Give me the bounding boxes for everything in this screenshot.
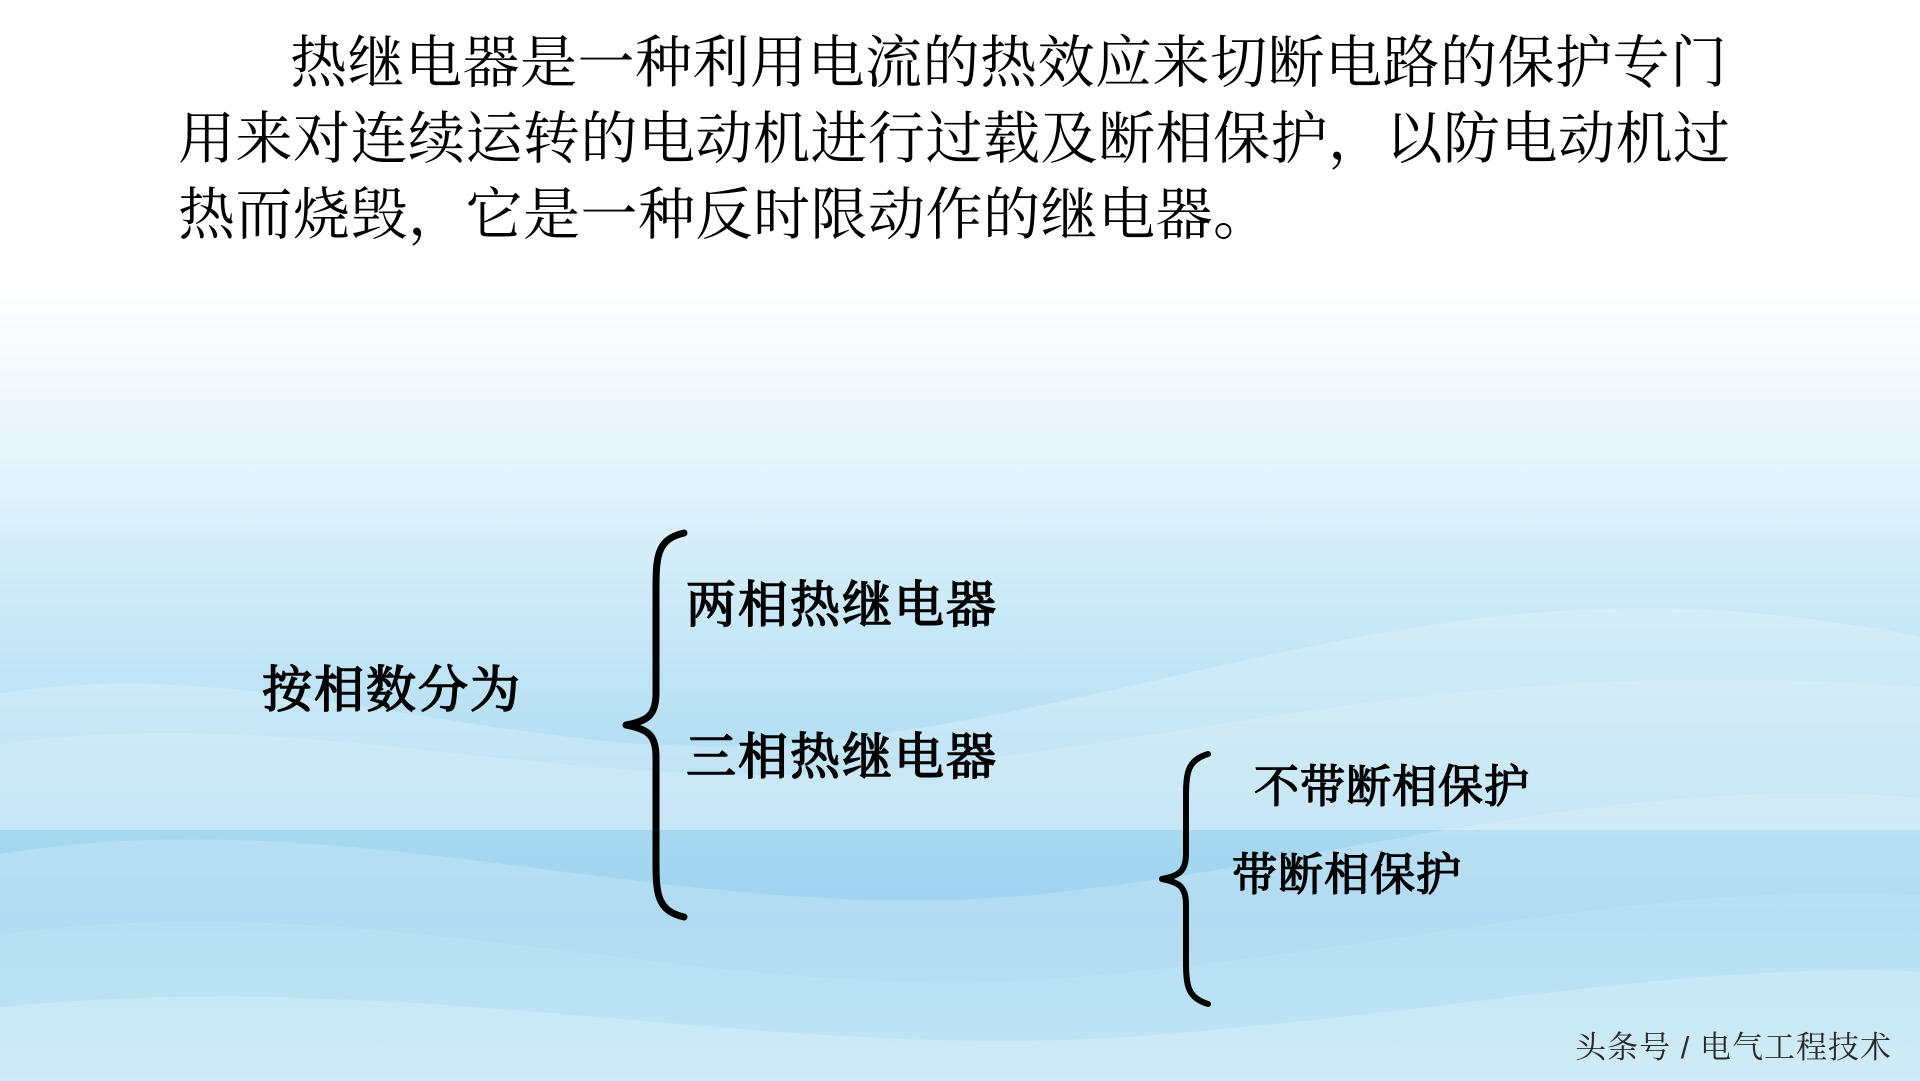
watermark-label: 头条号 / 电气工程技术 [1575, 1030, 1892, 1065]
brace-small-icon [1150, 748, 1230, 1008]
diagram-branch-2-label: 三相热继电器 [686, 729, 998, 785]
diagram-subbranch-2-label: 带断相保护 [1232, 850, 1463, 900]
diagram-subbranch-1-label: 不带断相保护 [1254, 762, 1531, 812]
body-paragraph: 热继电器是一种利用电流的热效应来切断电路的保护专门用来对连续运转的电动机进行过载及断相保护，以防电动机过热而烧毁，它是一种反时限动作的继电器。 [178, 31, 1731, 247]
diagram-branch-1-label: 两相热继电器 [686, 577, 998, 633]
diagram-root-label: 按相数分为 [262, 662, 522, 718]
